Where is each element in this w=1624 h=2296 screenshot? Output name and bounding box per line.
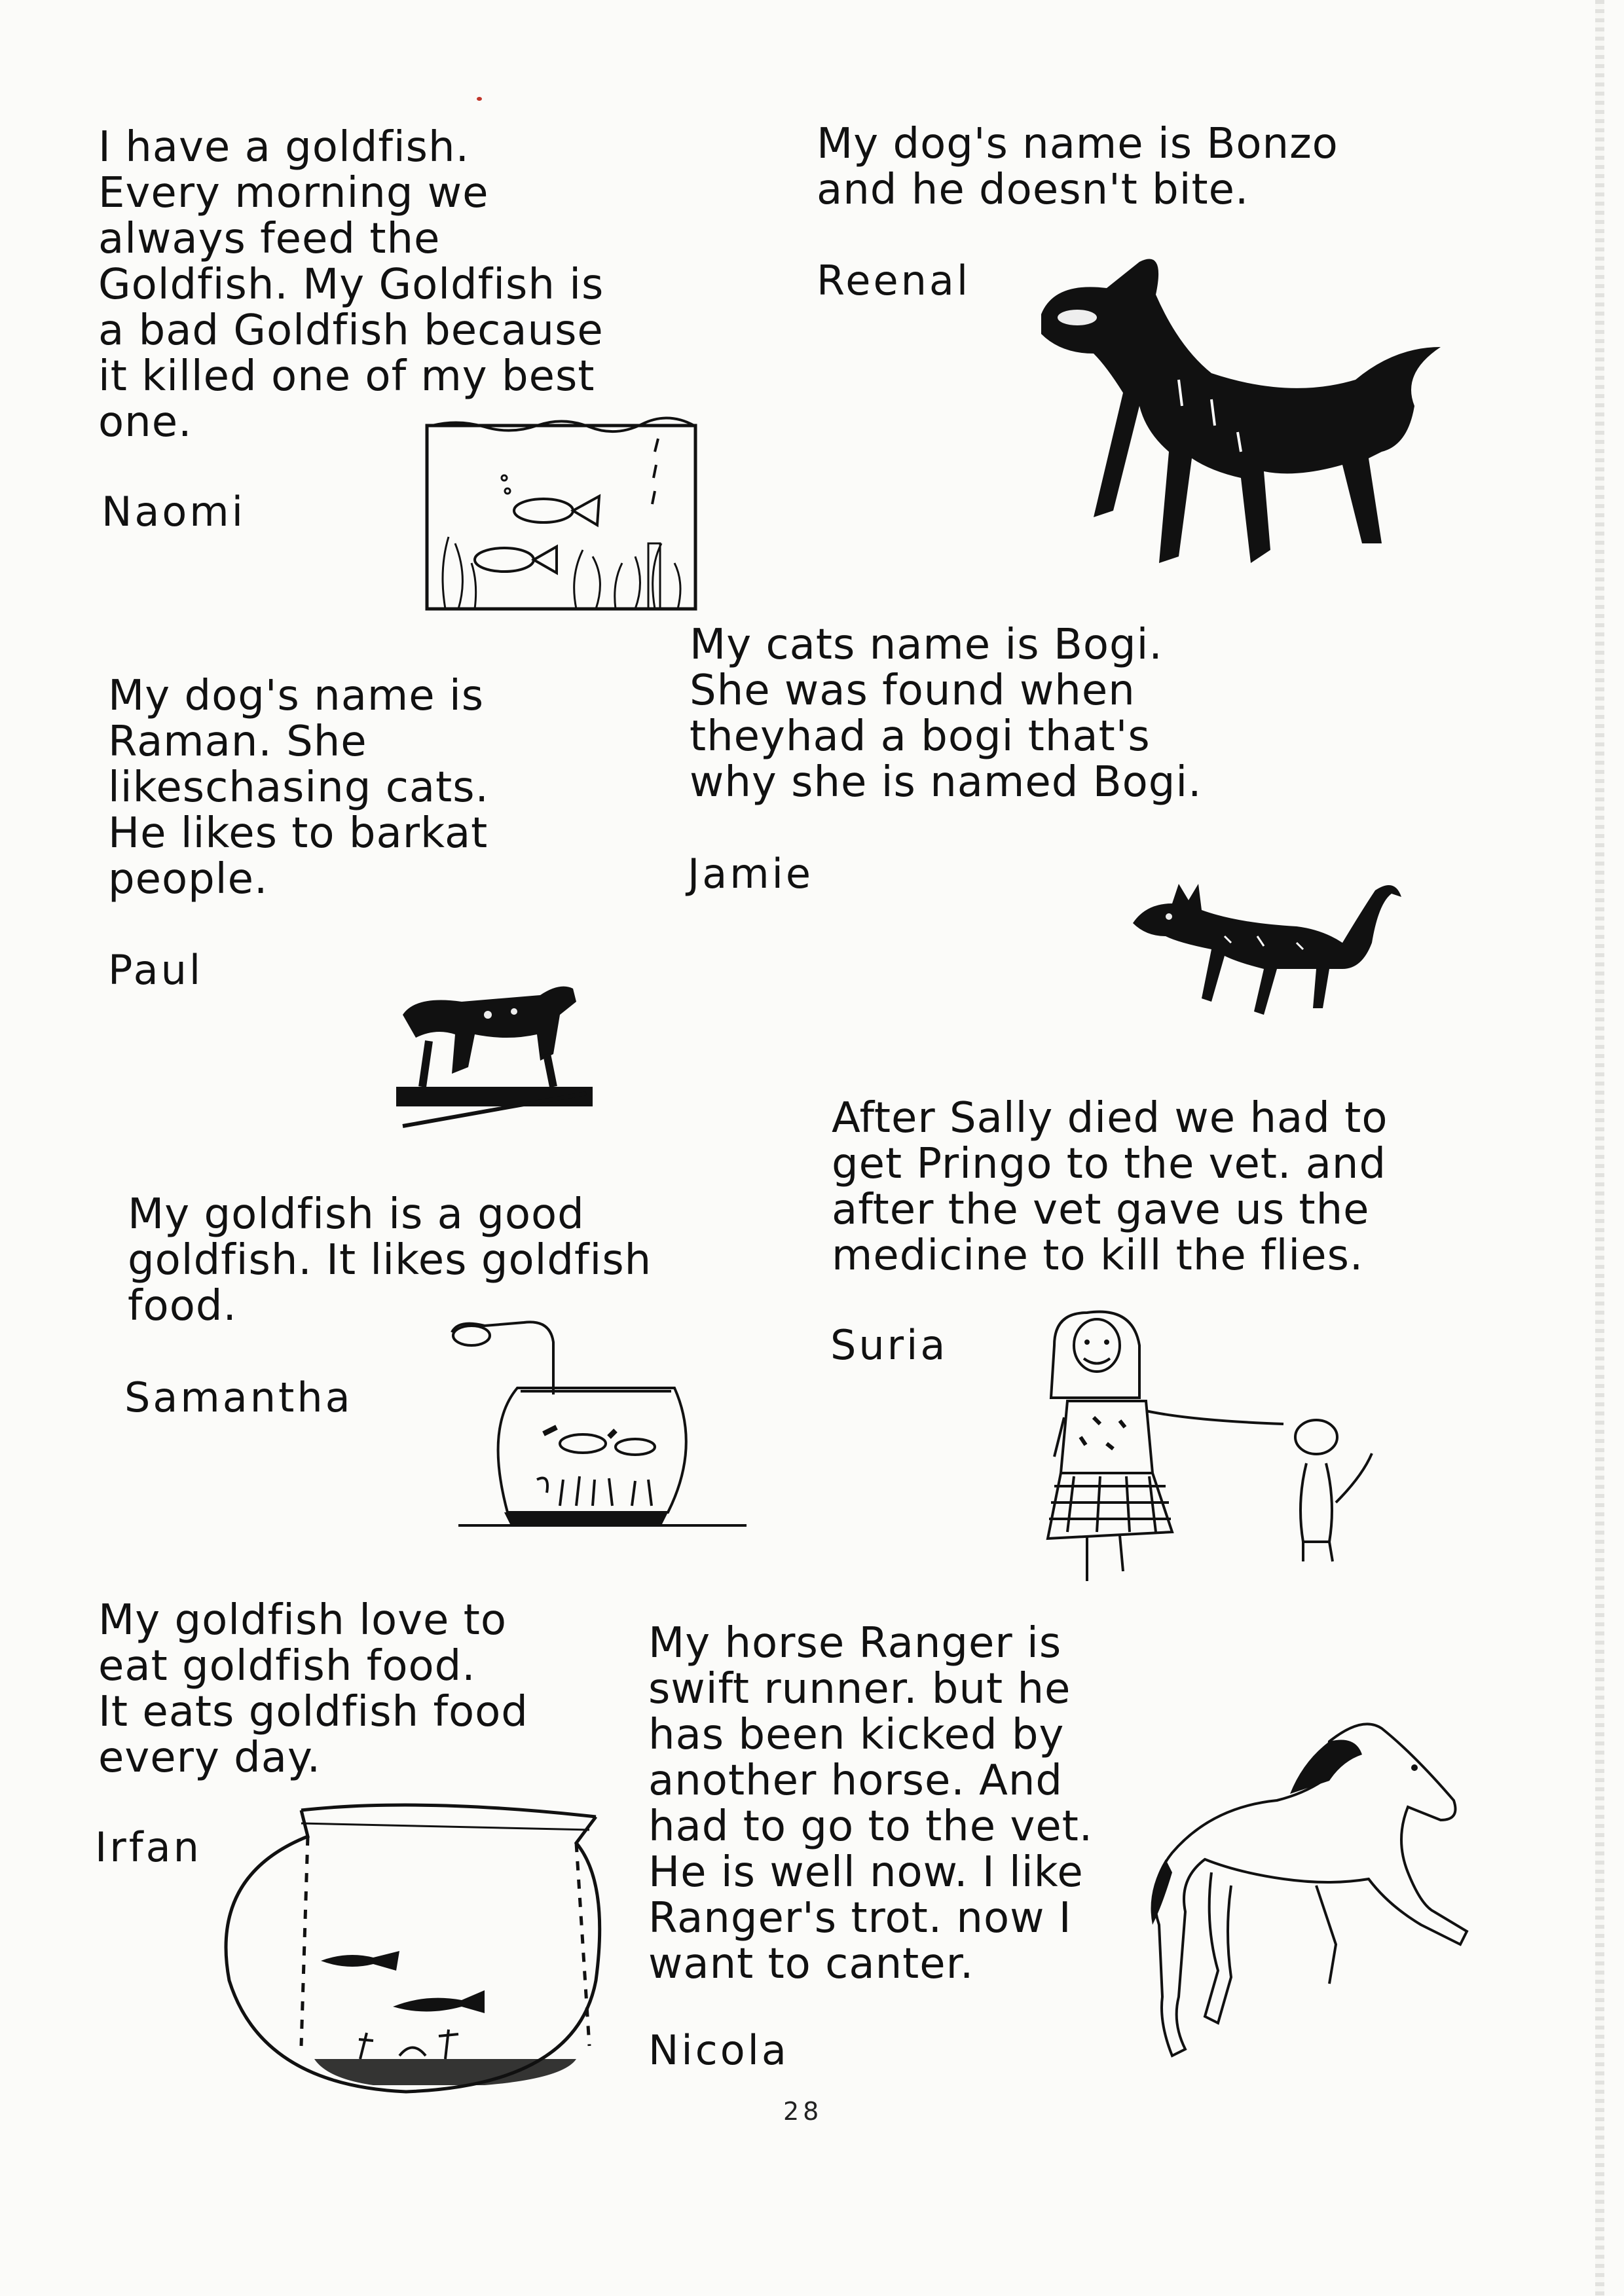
story-line: My dog's name is Bonzo [817,120,1338,168]
story-line: swift runner. but he [648,1665,1071,1713]
story-line: eat goldfish food. [98,1642,476,1690]
author-irfan: Irfan [95,1823,202,1871]
story-line: people. [108,855,268,903]
story-line: He likes to barkat [108,809,489,858]
story-line: It eats goldfish food [98,1688,528,1736]
story-line: food. [128,1282,237,1330]
girl-walking-dog-drawing [1041,1306,1395,1588]
story-line: Raman. She [108,718,367,766]
story-line: She was found when [690,666,1135,715]
ink-mark [477,97,482,101]
story-line: want to canter. [648,1940,974,1988]
author-reenal: Reenal [817,257,971,304]
author-nicola: Nicola [648,2026,789,2074]
author-samantha: Samantha [124,1374,353,1421]
story-jamie [690,622,1202,805]
dog-silhouette-drawing [390,975,599,1133]
story-line: I have a goldfish. [98,123,470,172]
story-line: a bad Goldfish because [98,306,604,355]
story-line: Ranger's trot. now I [648,1894,1072,1942]
story-suria [832,1095,1388,1279]
fish-tank-drawing [419,412,707,615]
story-nicola [648,1620,1093,1987]
story-line: goldfish. It likes goldfish [128,1236,652,1285]
story-line: My goldfish is a good [128,1190,585,1239]
story-line: one. [98,398,193,446]
round-fishbowl-drawing [210,1797,616,2098]
story-line: My horse Ranger is [648,1619,1062,1667]
story-line: had to go to the vet. [648,1802,1094,1851]
story-line: Goldfish. My Goldfish is [98,261,604,309]
story-line: why she is named Bogi. [690,758,1202,807]
story-reenal [817,121,1338,213]
dog-drawing [1015,236,1447,602]
story-naomi [98,124,604,445]
author-naomi: Naomi [101,488,246,536]
story-line: every day. [98,1734,322,1782]
story-line: and he doesn't bite. [817,166,1249,214]
story-paul [108,673,489,902]
story-irfan [98,1597,528,1781]
story-line: another horse. And [648,1757,1063,1805]
page-edge [1595,0,1604,2296]
story-line: it killed one of my best [98,352,595,401]
story-line: always feed the [98,215,441,263]
story-line: medicine to kill the flies. [832,1231,1364,1280]
story-line: After Sally died we had to [832,1094,1388,1142]
story-line: He is well now. I like [648,1848,1084,1897]
story-line: theyhad a bogi that's [690,712,1151,761]
story-line: get Pringo to the vet. and [832,1140,1387,1188]
author-suria: Suria [830,1321,948,1369]
story-line: after the vet gave us the [832,1186,1370,1234]
story-line: My goldfish love to [98,1596,507,1645]
story-line: has been kicked by [648,1711,1065,1759]
goldfish-bowl-drawing [445,1316,760,1539]
story-line: Every morning we [98,169,489,217]
author-paul: Paul [108,946,204,994]
author-jamie: Jamie [688,850,814,898]
story-line: My cats name is Bogi. [690,621,1163,669]
horse-drawing [1133,1709,1473,2075]
story-line: likeschasing cats. [108,763,489,812]
story-line: My dog's name is [108,672,485,720]
cat-drawing [1126,871,1414,1021]
page-number: 28 [783,2097,823,2126]
story-samantha [128,1192,652,1329]
